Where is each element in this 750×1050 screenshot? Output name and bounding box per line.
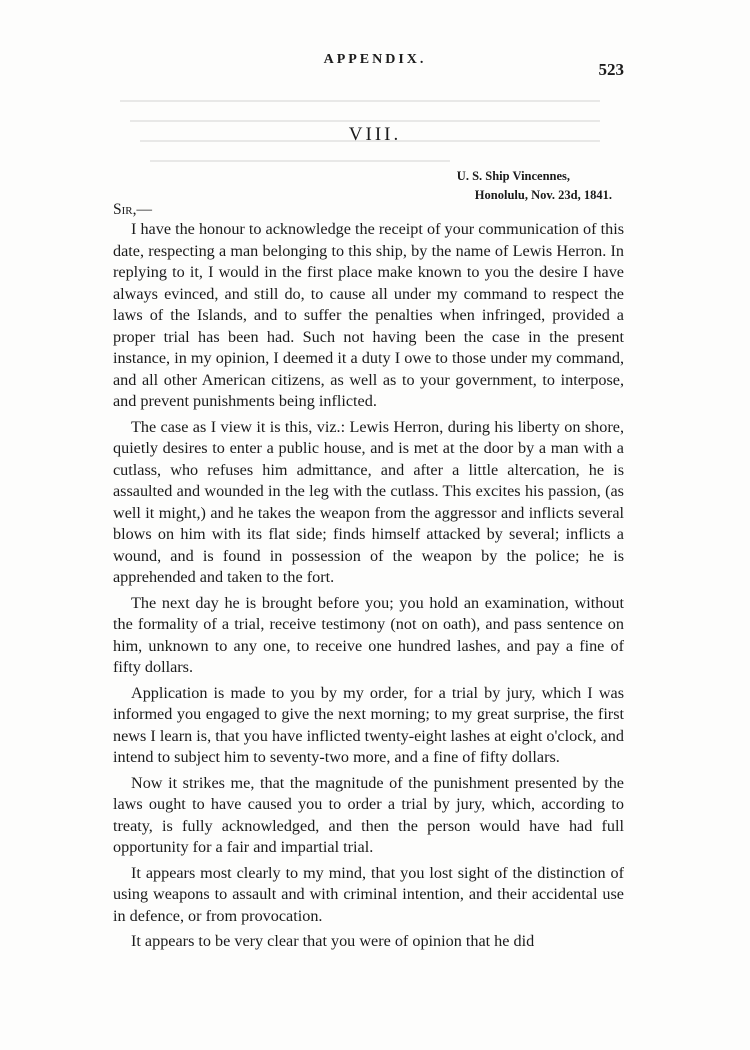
letter-body [113,219,624,957]
letter-salutation: Sir,— [113,201,152,218]
letter-dateline [457,167,612,205]
dateline-ship: U. S. Ship Vincennes, [456,169,571,183]
paragraph: The case as I view it is this, viz.: Lewis Herron, during his liberty on shore, quietly desires to enter a public house, and is met at the door by a man with a cutlass, who refuses him admittance, and after a little altercation, he is assaulted and wounded in the leg with the cutlass. This excites his passion, (as well it might,) and he takes the weapon from the aggressor and inflicts several blows on him with its flat side; finds himself attacked by several; inflicts a wound, and is found in possession of the weapon by the police; he is apprehended and taken to the fort. [113,417,624,586]
paragraph: It appears to be very clear that you were of opinion that he did [131,932,535,950]
paragraph: I have the honour to acknowledge the receipt of your communication of this date, respecting a man belonging to this ship, by the name of Lewis Herron. In replying to it, I would in the first place make known to you the desire I have always evinced, and still do, to cause all under my command to respect the laws of the Islands, and to suffer the penalties when infringed, provided a proper trial has been had. Such not having been the case in the present instance, in my opinion, I deemed it a duty I owe to those under my command, and all other American citizens, as well as to your government, to interpose, and prevent punishments being inflicted. [113,220,624,410]
page-number: 523 [598,60,624,79]
paragraph: The next day he is brought before you; you hold an examination, without the formality of a trial, receive testimony (not on oath), and pass sentence on him, unknown to any one, to receive one hundred lashes, and pay a fine of fifty dollars. [113,593,624,676]
running-head: APPENDIX. [323,52,427,67]
dateline-place-date: Honolulu, Nov. 23d, 1841. [474,188,612,202]
paragraph: It appears most clearly to my mind, that you lost sight of the distinction of using weapons to assault and with criminal intention, and their accidental use in defence, or from provocation. [113,863,624,925]
paragraph: Now it strikes me, that the magnitude of the punishment presented by the laws ought to have caused you to order a trial by jury, which, according to treaty, is fully acknowledged, and then the person would have had full opportunity for a fair and impartial trial. [113,773,624,856]
section-numeral: VIII. [348,124,402,145]
paragraph: Application is made to you by my order, for a trial by jury, which I was informed you engaged to give the next morning; to my great surprise, the first news I learn is, that you have inflicted twenty-eight lashes at eight o'clock, and intend to subject him to seventy-two more, and a fine of fifty dollars. [113,683,624,766]
